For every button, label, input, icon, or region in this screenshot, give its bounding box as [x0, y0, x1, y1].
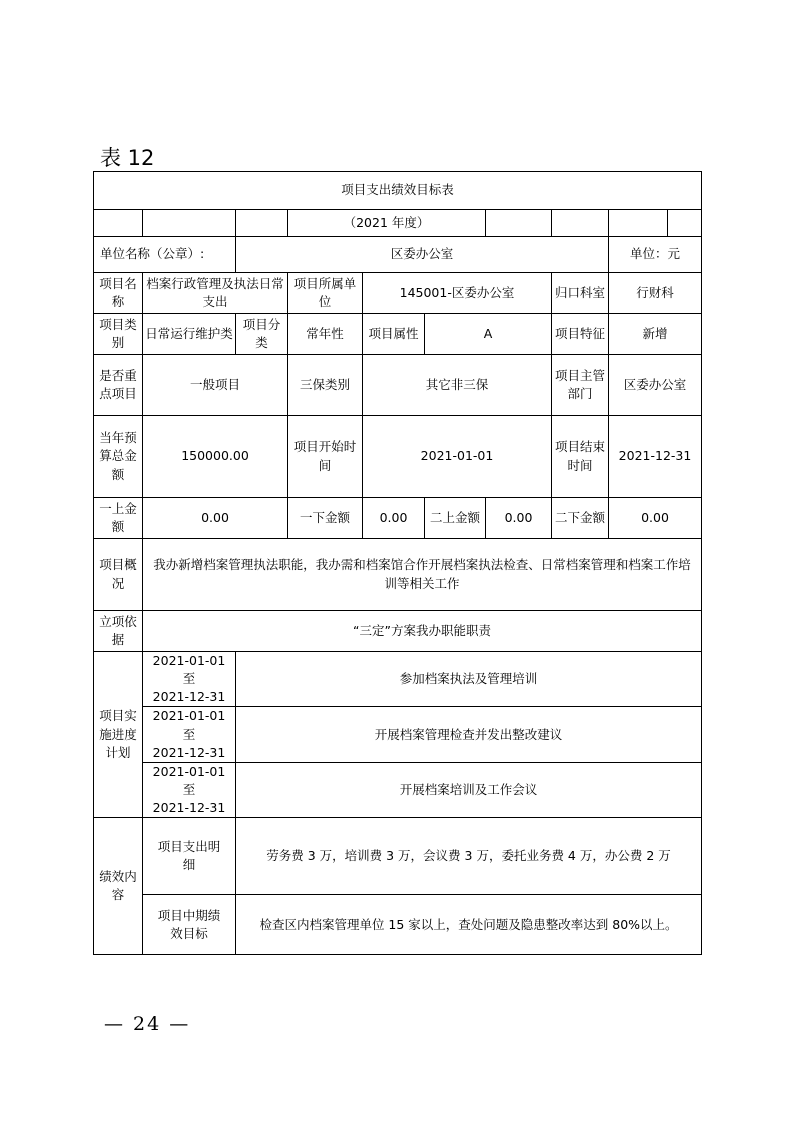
basis-label: 立项依据	[94, 611, 143, 652]
empty-cell	[668, 210, 702, 237]
overview-text: 我办新增档案管理执法职能，我办需和档案馆合作开展档案执法检查、日常档案管理和档案工作培训等相关工作	[143, 539, 702, 611]
end-value: 2021-12-31	[609, 416, 702, 498]
schedule-date-range	[143, 652, 236, 707]
schedule-task: 开展档案管理检查并发出整改建议	[236, 707, 702, 762]
schedule-to-word: 至	[182, 671, 196, 687]
classification-label: 项目分类	[236, 314, 288, 355]
start-label: 项目开始时间	[288, 416, 363, 498]
classification-value: 常年性	[288, 314, 363, 355]
schedule-date-range	[143, 762, 236, 817]
unit-currency: 单位：元	[609, 237, 702, 273]
end-label: 项目结束时间	[552, 416, 609, 498]
budget-label: 当年预算总金额	[94, 416, 143, 498]
attribute-value: A	[425, 314, 552, 355]
empty-cell	[486, 210, 552, 237]
owner-label: 项目所属单位	[288, 273, 363, 314]
performance-target-table	[93, 171, 702, 955]
basis-text: “三定”方案我办职能职责	[143, 611, 702, 652]
feature-label: 项目特征	[552, 314, 609, 355]
schedule-task: 开展档案培训及工作会议	[236, 762, 702, 817]
overview-label: 项目概况	[94, 539, 143, 611]
key-project-label: 是否重点项目	[94, 355, 143, 416]
schedule-to: 2021-12-31	[152, 800, 226, 815]
erxia-value: 0.00	[609, 498, 702, 539]
yixia-label: 一下金额	[288, 498, 363, 539]
yishang-value: 0.00	[143, 498, 288, 539]
budget-value: 150000.00	[143, 416, 288, 498]
attribute-label: 项目属性	[363, 314, 425, 355]
schedule-from: 2021-01-01	[152, 653, 226, 668]
schedule-label: 项目实施进度计划	[94, 652, 143, 818]
midterm-goal-text: 检查区内档案管理单位 15 家以上，查处问题及隐患整改率达到 80%以上。	[236, 895, 702, 955]
schedule-task: 参加档案执法及管理培训	[236, 652, 702, 707]
project-name-value: 档案行政管理及执法日常支出	[143, 273, 288, 314]
schedule-to: 2021-12-31	[152, 744, 226, 760]
manager-value: 区委办公室	[609, 355, 702, 416]
schedule-date-range	[143, 707, 236, 762]
start-value: 2021-01-01	[363, 416, 552, 498]
schedule-from: 2021-01-01	[152, 708, 226, 724]
year-label: （2021 年度）	[288, 210, 486, 237]
expense-detail-text: 劳务费 3 万，培训费 3 万，会议费 3 万，委托业务费 4 万，办公费 2 万	[236, 818, 702, 895]
yixia-value: 0.00	[363, 498, 425, 539]
empty-cell	[552, 210, 609, 237]
ershang-value: 0.00	[486, 498, 552, 539]
midterm-goal-label: 项目中期绩效目标	[143, 895, 236, 955]
yishang-label: 一上金额	[94, 498, 143, 539]
erxia-label: 二下金额	[552, 498, 609, 539]
dept-label: 归口科室	[552, 273, 609, 314]
performance-label: 绩效内容	[94, 818, 143, 955]
empty-cell	[94, 210, 143, 237]
category-label: 项目类别	[94, 314, 143, 355]
unit-name-value: 区委办公室	[236, 237, 609, 273]
manager-label: 项目主管部门	[552, 355, 609, 416]
table-label: 表 12	[100, 146, 155, 170]
schedule-from: 2021-01-01	[152, 763, 226, 779]
empty-cell	[609, 210, 668, 237]
key-project-value: 一般项目	[143, 355, 288, 416]
sanbao-label: 三保类别	[288, 355, 363, 416]
table-title: 项目支出绩效目标表	[94, 172, 702, 210]
feature-value: 新增	[609, 314, 702, 355]
empty-cell	[143, 210, 236, 237]
schedule-to-word: 至	[182, 781, 196, 797]
project-name-label: 项目名称	[94, 273, 143, 314]
owner-value: 145001-区委办公室	[363, 273, 552, 314]
category-value: 日常运行维护类	[143, 314, 236, 355]
page-number: — 24 —	[104, 1013, 191, 1035]
ershang-label: 二上金额	[425, 498, 486, 539]
expense-detail-label: 项目支出明细	[143, 818, 236, 895]
schedule-to: 2021-12-31	[152, 689, 226, 705]
dept-value: 行财科	[609, 273, 702, 314]
sanbao-value: 其它非三保	[363, 355, 552, 416]
empty-cell	[236, 210, 288, 237]
unit-name-label: 单位名称（公章）:	[94, 237, 236, 273]
schedule-to-word: 至	[182, 726, 196, 742]
